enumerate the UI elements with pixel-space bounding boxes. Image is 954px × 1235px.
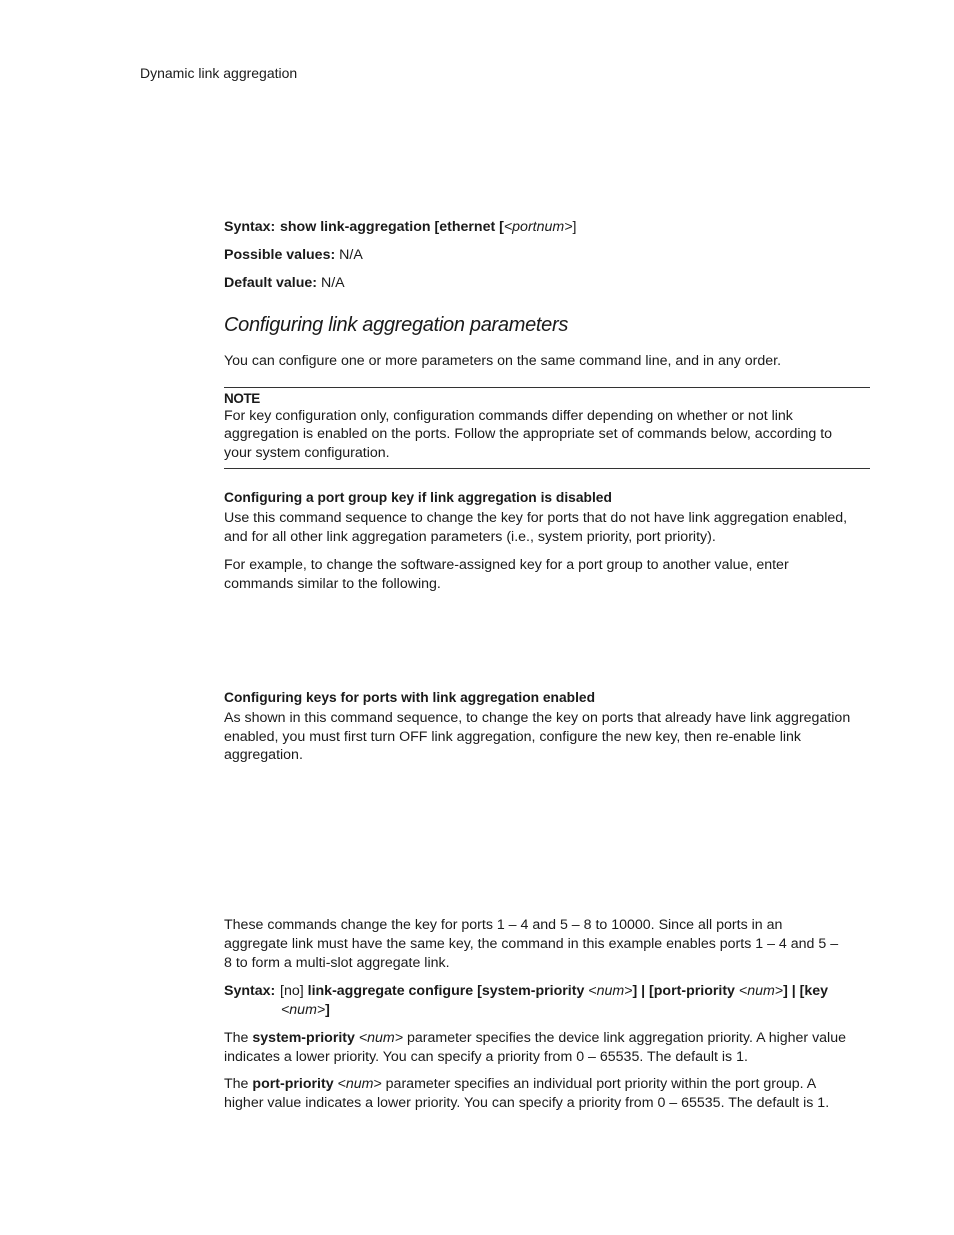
subheading-key-enabled: Configuring keys for ports with link aggregation enabled [224, 690, 596, 705]
sub1-para2-line2: commands similar to the following. [224, 576, 441, 592]
possible-values-label: Possible values: [224, 247, 336, 263]
syntax2-no: [no] [280, 983, 304, 999]
syntax2-num3: <num> [281, 1002, 326, 1018]
sub1-para1-line2: and for all other link aggregation parameters (i.e., system priority, port priority). [224, 529, 716, 545]
sub1-para1-line1: Use this command sequence to change the key for ports that do not have link aggregation enabled, [224, 510, 848, 526]
syntax2-line2 [224, 1001, 927, 1020]
syntax-param: <portnum> [503, 219, 573, 235]
sysprio-line2: indicates a lower priority. You can specify a priority from 0 – 65535. The default is 1. [224, 1049, 748, 1065]
syntax-show-link-aggregation [224, 218, 870, 237]
sub2-para-line2: enabled, you must first turn OFF link aggregation, configure the new key, then re-enable link [224, 729, 802, 745]
portprio-line1 [224, 1075, 870, 1094]
sysprio-the: The [224, 1030, 249, 1046]
syntax-label: Syntax: [224, 219, 276, 235]
note-label: NOTE [224, 391, 260, 406]
sysprio-rest: parameter specifies the device link aggregation priority. A higher value [406, 1030, 846, 1046]
portprio-rest: parameter specifies an individual port priority within the port group. A [385, 1076, 817, 1092]
portprio-the: The [224, 1076, 249, 1092]
portprio-line2: higher value indicates a lower priority. You can specify a priority from 0 – 65535. The default is 1. [224, 1095, 830, 1111]
section-intro: You can configure one or more parameters on the same command line, and in any order. [224, 353, 782, 369]
note-bottom-rule [224, 468, 870, 469]
explain-line2: aggregate link must have the same key, the command in this example enables ports 1 – 4 and 5 – [224, 936, 839, 952]
note-line-3: your system configuration. [224, 445, 390, 461]
explain-line3: 8 to form a multi-slot aggregate link. [224, 955, 450, 971]
explain-line1: These commands change the key for ports 1 – 4 and 5 – 8 to 10000. Since all ports in an [224, 917, 783, 933]
sysprio-num: <num> [358, 1030, 404, 1046]
syntax2-num2: <num> [738, 983, 784, 999]
section-title: Configuring link aggregation parameters [224, 314, 569, 336]
syntax2-p2: ] | [key [783, 983, 829, 999]
default-value-value: N/A [320, 275, 345, 291]
sub2-para-line1: As shown in this command sequence, to change the key on ports that already have link aggregation [224, 710, 851, 726]
syntax-end: ] [572, 219, 577, 235]
possible-values [224, 246, 870, 265]
subheading-key-disabled: Configuring a port group key if link aggregation is disabled [224, 490, 612, 505]
syntax2-p3: ] [325, 1002, 330, 1018]
syntax2-cmd: link-aggregate configure [system-priority [307, 983, 585, 999]
syntax2-label: Syntax: [224, 983, 276, 999]
syntax-command: show link-aggregation [ethernet [ [280, 219, 504, 235]
note-line-2: aggregation is enabled on the ports. Follow the appropriate set of commands below, according to [224, 426, 833, 442]
default-value-label: Default value: [224, 275, 318, 291]
page-header: Dynamic link aggregation [140, 65, 298, 81]
syntax2-num1: <num> [588, 983, 633, 999]
default-value [224, 274, 870, 293]
sysprio-line1 [224, 1029, 870, 1048]
syntax-link-aggregate-configure [224, 982, 870, 1001]
sub2-para-line3: aggregation. [224, 747, 303, 763]
portprio-keyword: port-priority [252, 1076, 334, 1092]
possible-values-value: N/A [339, 247, 363, 263]
note-line-1: For key configuration only, configuration commands differ depending on whether or not link [224, 408, 793, 424]
portprio-num: <num> [337, 1076, 382, 1092]
sysprio-keyword: system-priority [252, 1030, 355, 1046]
syntax2-p1: ] | [port-priority [632, 983, 735, 999]
note-top-rule [224, 387, 870, 388]
sub1-para2-line1: For example, to change the software-assigned key for a port group to another value, enter [224, 557, 789, 573]
